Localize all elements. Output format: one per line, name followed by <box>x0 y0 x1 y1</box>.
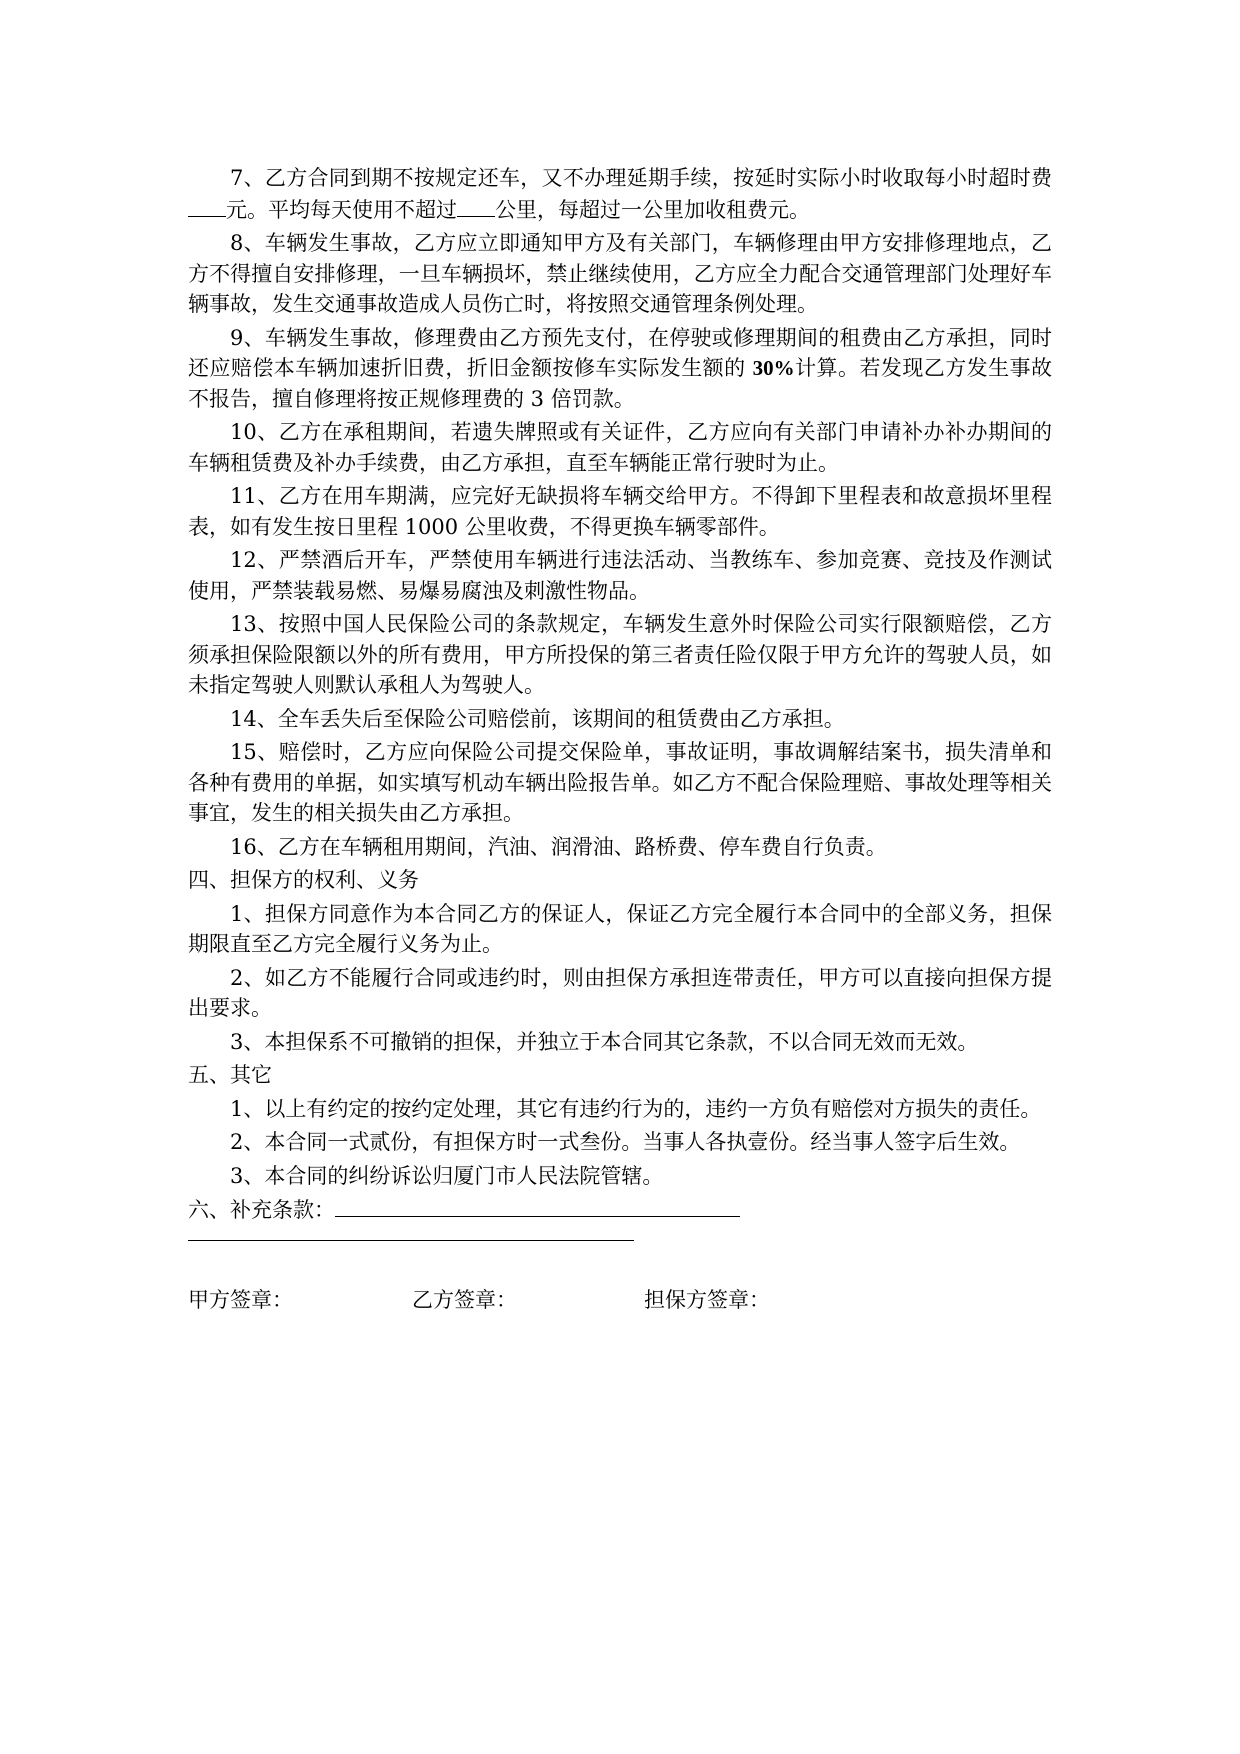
clause-15: 15、赔偿时，乙方应向保险公司提交保险单，事故证明，事故调解结案书，损失清单和各种有费用的单据，如实填写机动车辆出险报告单。如乙方不配合保险理赔、事故处理等相关事宜，发生的相关损失由乙方承担。 <box>188 740 1052 825</box>
daily-km-blank <box>457 194 495 217</box>
clause-7-text-a: 7、乙方合同到期不按规定还车，又不办理延期手续，按延时实际小时收取每小时超时费 <box>230 166 1052 190</box>
clause-13: 13、按照中国人民保险公司的条款规定，车辆发生意外时保险公司实行限额赔偿，乙方须承担保险限额以外的所有费用，甲方所投保的第三者责任险仅限于甲方允许的驾驶人员，如未指定驾驶人则默认承租人为驾驶人。 <box>188 612 1052 697</box>
contract-page <box>188 163 1052 1315</box>
clause-16: 16、乙方在车辆租用期间，汽油、润滑油、路桥费、停车费自行负责。 <box>230 834 887 859</box>
hourly-fee-blank <box>188 194 226 217</box>
guarantor-signature-label: 担保方签章： <box>644 1287 770 1312</box>
clause-9 <box>188 323 1052 415</box>
section-4-item-1: 1、担保方同意作为本合同乙方的保证人，保证乙方完全履行本合同中的全部义务，担保期限直至乙方完全履行义务为止。 <box>188 901 1052 956</box>
clause-8: 8、车辆发生事故，乙方应立即通知甲方及有关部门，车辆修理由甲方安排修理地点，乙方不得擅自安排修理，一旦车辆损坏，禁止继续使用，乙方应全力配合交通管理部门处理好车辆事故，发生交通事故造成人员伤亡时，将按照交通管理条例处理。 <box>188 231 1052 316</box>
section-5-item-3: 3、本合同的纠纷诉讼归厦门市人民法院管辖。 <box>230 1163 664 1188</box>
clause-7-text-c: 公里，每超过一公里加收租费元。 <box>495 197 810 222</box>
clause-7-text-b: 元。平均每天使用不超过 <box>226 197 457 222</box>
section-5-title: 五、其它 <box>188 1063 272 1087</box>
supplementary-terms-field[interactable] <box>335 1194 740 1217</box>
section-5-item-1: 1、以上有约定的按约定处理，其它有违约行为的，违约一方负有赔偿对方损失的责任。 <box>230 1096 1042 1121</box>
section-4-item-3: 3、本担保系不可撤销的担保，并独立于本合同其它条款，不以合同无效而无效。 <box>230 1029 979 1054</box>
section-5-item-2: 2、本合同一式贰份，有担保方时一式叁份。当事人各执壹份。经当事人签字后生效。 <box>230 1130 1021 1154</box>
clause-9-text-a: 9、车辆发生事故，修理费由乙方预先支付，在停驶或修理期间的租费由乙方承担，同时还应赔偿本车辆加速折旧费，折旧金额按修车实际发生额的 <box>188 325 1052 380</box>
depreciation-rate: 30% <box>752 356 795 380</box>
supplementary-terms-continuation-line[interactable] <box>188 1240 634 1241</box>
clause-9-text-b: 计算。若发现乙方发生事故不报告，擅自修理将按正规修理费的 3 倍罚款。 <box>188 356 1052 411</box>
section-6-title: 六、补充条款： <box>188 1198 335 1222</box>
section-4-item-2: 2、如乙方不能履行合同或违约时，则由担保方承担连带责任，甲方可以直接向担保方提出要求。 <box>188 965 1052 1020</box>
clause-14: 14、全车丢失后至保险公司赔偿前，该期间的租赁费由乙方承担。 <box>230 706 845 731</box>
section-6-line <box>188 1194 1052 1226</box>
clause-7 <box>188 163 1052 225</box>
clause-11: 11、乙方在用车期满，应完好无缺损将车辆交给甲方。不得卸下里程表和故意损坏里程表，如有发生按日里程 1000 公里收费，不得更换车辆零部件。 <box>188 484 1052 539</box>
clause-12: 12、严禁酒后开车，严禁使用车辆进行违法活动、当教练车、参加竞赛、竞技及作测试使用，严禁装载易燃、易爆易腐浊及刺激性物品。 <box>188 548 1052 603</box>
clause-10: 10、乙方在承租期间，若遗失牌照或有关证件，乙方应向有关部门申请补办补办期间的车辆租赁费及补办手续费，由乙方承担，直至车辆能正常行驶时为止。 <box>188 420 1052 475</box>
section-4-title: 四、担保方的权利、义务 <box>188 868 419 892</box>
party-a-signature-label: 甲方签章： <box>188 1287 293 1312</box>
party-b-signature-label: 乙方签章： <box>412 1287 517 1312</box>
signature-row <box>188 1285 1052 1315</box>
